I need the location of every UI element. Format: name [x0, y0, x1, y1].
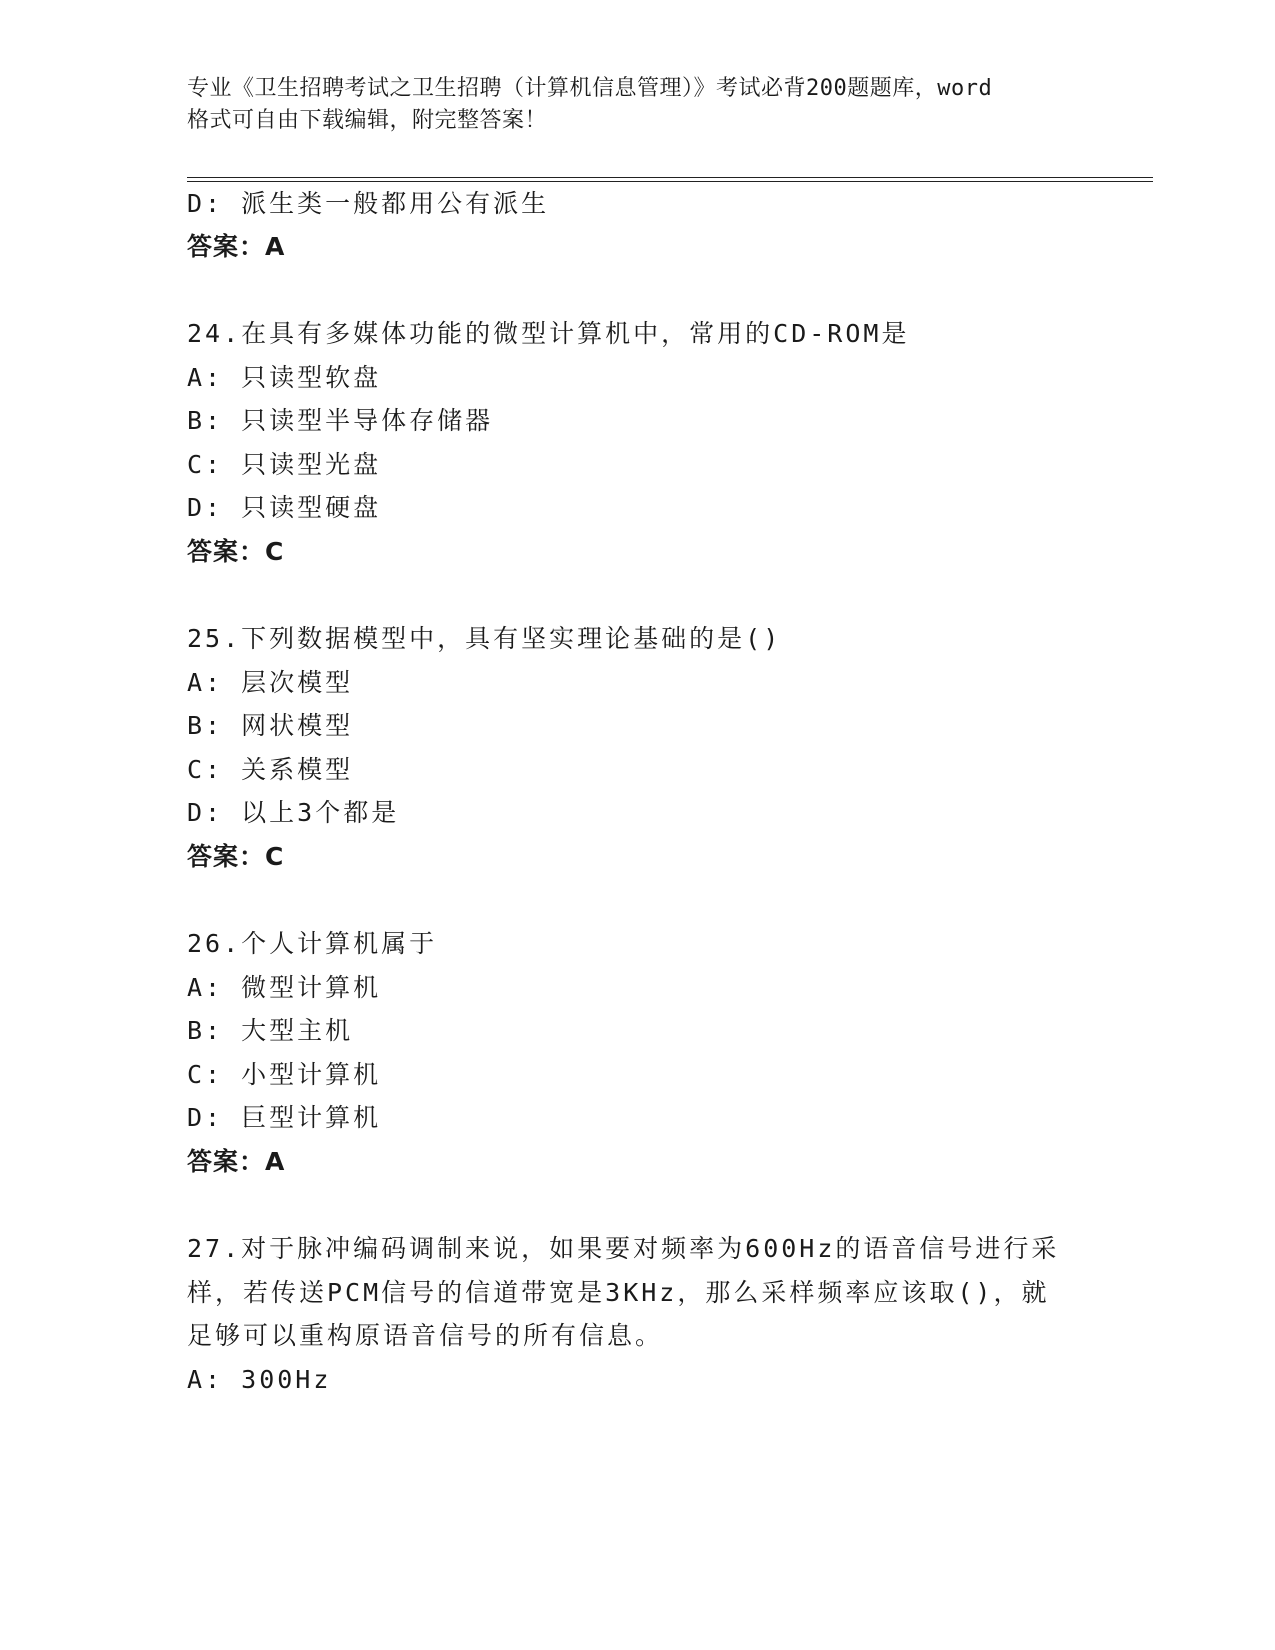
q25-question: 25.下列数据模型中，具有坚实理论基础的是() [187, 624, 782, 653]
q24-option-c: C: 只读型光盘 [187, 450, 382, 479]
q26-question: 26.个人计算机属于 [187, 929, 438, 958]
header-line-2: 格式可自由下载编辑，附完整答案！ [187, 108, 548, 133]
q24-option-d: D: 只读型硬盘 [187, 493, 382, 522]
q24-option-b: B: 只读型半导体存储器 [187, 406, 494, 435]
q26-answer: 答案：A [187, 1147, 286, 1176]
header-divider-top [187, 177, 1153, 178]
q25-answer: 答案：C [187, 842, 285, 871]
q26-option-c: C: 小型计算机 [187, 1060, 382, 1089]
q25-option-c: C: 关系模型 [187, 755, 354, 784]
q23-answer: 答案：A [187, 232, 286, 261]
header-line-1: 专业《卫生招聘考试之卫生招聘（计算机信息管理）》考试必背200题题库，word [187, 76, 993, 101]
q27-question-line-1: 27.对于脉冲编码调制来说，如果要对频率为600Hz的语音信号进行采 [187, 1234, 1060, 1263]
header-divider-bottom [187, 181, 1153, 182]
q24-question: 24.在具有多媒体功能的微型计算机中，常用的CD-ROM是 [187, 319, 910, 348]
q26-option-a: A: 微型计算机 [187, 973, 382, 1002]
q23-option-d: D: 派生类一般都用公有派生 [187, 189, 550, 218]
q25-option-a: A: 层次模型 [187, 668, 354, 697]
q24-option-a: A: 只读型软盘 [187, 363, 382, 392]
q27-option-a: A: 300Hz [187, 1365, 332, 1394]
q27-question-line-2: 样，若传送PCM信号的信道带宽是3KHz，那么采样频率应该取()，就 [187, 1278, 1050, 1307]
q24-answer: 答案：C [187, 537, 285, 566]
q26-option-d: D: 巨型计算机 [187, 1103, 382, 1132]
q27-question-line-3: 足够可以重构原语音信号的所有信息。 [187, 1321, 664, 1350]
q25-option-b: B: 网状模型 [187, 711, 354, 740]
document-header [187, 73, 1087, 137]
q25-option-d: D: 以上3个都是 [187, 798, 400, 827]
q26-option-b: B: 大型主机 [187, 1016, 354, 1045]
